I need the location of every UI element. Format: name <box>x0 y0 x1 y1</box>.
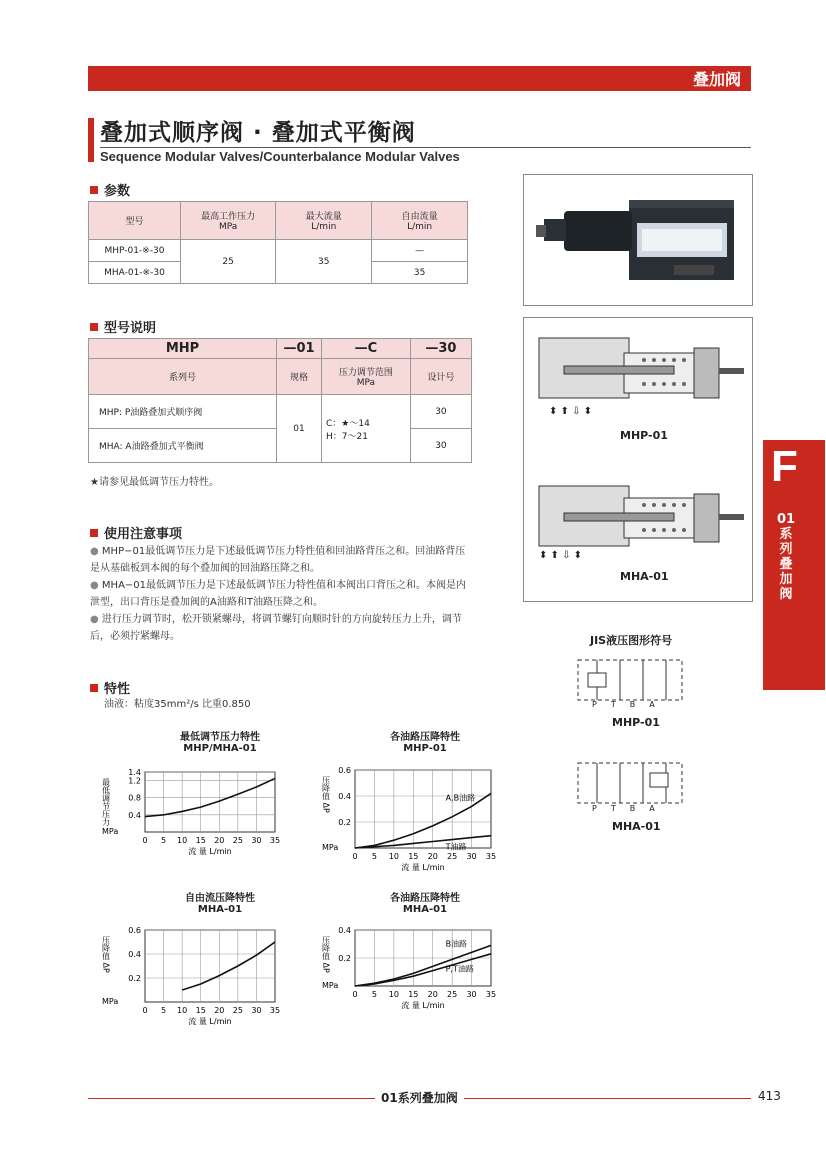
mha-section <box>539 486 744 561</box>
y-unit-label: MPa <box>322 843 339 852</box>
chart-min-pressure <box>100 762 300 868</box>
y-tick-label: 1.4 <box>128 768 141 777</box>
code-design: —30 <box>410 339 471 359</box>
label-design: 设计号 <box>410 359 471 395</box>
x-tick-label: 0 <box>142 1006 148 1015</box>
mhp-section <box>539 338 744 417</box>
category-bar <box>88 66 751 91</box>
chart-mha-drop <box>320 922 520 1017</box>
y-axis-label: 最低调节压力 <box>101 778 111 826</box>
y-tick-label: 0.2 <box>128 974 141 983</box>
x-tick-label: 30 <box>466 852 477 861</box>
x-tick-label: 5 <box>161 1006 167 1015</box>
x-tick-label: 30 <box>251 1006 262 1015</box>
mhp-section-label: MHP-01 <box>620 429 668 442</box>
plot-frame <box>355 770 491 848</box>
jis-title: JIS液压图形符号 <box>590 634 673 647</box>
x-tick-label: 5 <box>371 990 377 999</box>
characteristics-heading: 特性 <box>90 678 130 697</box>
mha-section-label: MHA-01 <box>620 570 669 583</box>
y-tick-label: 0.2 <box>338 818 351 827</box>
x-tick-label: 15 <box>408 852 419 861</box>
svg-text:⬍ ⬆ ⇩ ⬍: ⬍ ⬆ ⇩ ⬍ <box>549 406 593 417</box>
section-tab <box>763 440 825 690</box>
valve-photo-illustration <box>524 175 752 305</box>
series-label: T油路 <box>445 842 467 852</box>
x-tick-label: 0 <box>352 852 358 861</box>
x-tick-label: 25 <box>232 1006 243 1015</box>
series-label: P,T油路 <box>445 964 474 974</box>
x-tick-label: 20 <box>427 852 438 861</box>
x-axis-label: 流 量 L/min <box>401 863 445 872</box>
x-tick-label: 10 <box>177 836 188 845</box>
x-axis-label: 流 量 L/min <box>188 1017 232 1026</box>
note-item: ● MHP−01最低调节压力是下述最低调节压力特性值和回油路背压之和。回油路背压是从基础板到本阀的每个叠加阀的回油路压降之和。 <box>90 546 466 574</box>
plot-frame <box>145 772 275 832</box>
page-title: 叠加式顺序阀 · 叠加式平衡阀 <box>100 120 416 146</box>
mha-symbol-label: MHA-01 <box>612 820 661 833</box>
y-unit-label: MPa <box>102 827 119 836</box>
series-line <box>182 942 275 990</box>
th-free-flow: 自由流量 L/min <box>372 202 468 240</box>
y-axis-label: 压降值 ΔP <box>321 936 331 973</box>
notes-list <box>90 543 470 645</box>
mha-ports: PTBA <box>592 804 669 813</box>
x-tick-label: 10 <box>388 852 399 861</box>
page-subtitle: Sequence Modular Valves/Counterbalance Modular Valves <box>100 149 460 164</box>
label-series: 系列号 <box>89 359 277 395</box>
x-tick-label: 15 <box>195 1006 206 1015</box>
params-table <box>88 201 468 284</box>
notes-heading: 使用注意事项 <box>90 523 182 542</box>
model-code-table <box>88 338 472 463</box>
series-label: B油路 <box>445 939 468 949</box>
x-tick-label: 25 <box>447 852 458 861</box>
x-tick-label: 10 <box>177 1006 188 1015</box>
x-tick-label: 25 <box>447 990 458 999</box>
mhp-symbol-label: MHP-01 <box>612 716 660 729</box>
row-model: MHA-01-※-30 <box>89 262 181 284</box>
x-tick-label: 20 <box>427 990 438 999</box>
th-model: 型号 <box>89 202 181 240</box>
y-axis-label: 压降值 ΔP <box>101 936 111 973</box>
x-tick-label: 5 <box>371 852 377 861</box>
y-tick-label: 0.4 <box>338 792 351 801</box>
y-unit-label: MPa <box>102 997 119 1006</box>
note-item: ● MHA−01最低调节压力是下述最低调节压力特性值和本阀出口背压之和。本阀是内泄型，出口背压是叠加阀的A油路和T油路压降之和。 <box>90 580 467 608</box>
series-mhp: MHP: P油路叠加式顺序阀 <box>89 395 277 429</box>
x-tick-label: 15 <box>195 836 206 845</box>
mha-symbol-lines <box>597 763 668 803</box>
th-pressure: 最高工作压力 MPa <box>180 202 275 240</box>
chart3-title: 自由流压降特性 MHA-01 <box>185 893 255 915</box>
y-unit-label: MPa <box>322 981 339 990</box>
code-series: MHP <box>89 339 277 359</box>
title-marker <box>88 118 94 162</box>
tab-letter: F <box>771 442 798 491</box>
y-tick-label: 0.2 <box>338 954 351 963</box>
footer-text: 01系列叠加阀 <box>375 1089 464 1106</box>
tab-text: 01系列叠加阀 <box>777 512 796 602</box>
x-tick-label: 35 <box>269 1006 281 1015</box>
x-tick-label: 20 <box>214 836 225 845</box>
row-free-flow: — <box>372 240 468 262</box>
model-code-heading: 型号说明 <box>90 317 156 336</box>
page-number: 413 <box>758 1089 781 1103</box>
model-footnote: ★请参见最低调节压力特性。 <box>90 477 219 488</box>
y-tick-label: 0.4 <box>128 950 141 959</box>
code-size: —01 <box>277 339 322 359</box>
y-tick-label: 0.6 <box>338 766 351 775</box>
x-tick-label: 35 <box>485 990 497 999</box>
x-tick-label: 25 <box>232 836 243 845</box>
x-tick-label: 10 <box>388 990 399 999</box>
label-pressure: 压力调节范围 MPa <box>322 359 411 395</box>
row-pressure: 25 <box>180 240 275 284</box>
th-flow: 最大流量 L/min <box>276 202 372 240</box>
y-tick-label: 0.4 <box>338 926 351 935</box>
chart-free-flow <box>100 922 300 1032</box>
code-pressure: —C <box>322 339 411 359</box>
x-axis-label: 流 量 L/min <box>401 1001 445 1010</box>
x-tick-label: 20 <box>214 1006 225 1015</box>
x-tick-label: 15 <box>408 990 419 999</box>
x-tick-label: 0 <box>352 990 358 999</box>
range-values: C：★～14 H：7～21 <box>322 395 411 463</box>
x-tick-label: 0 <box>142 836 148 845</box>
x-tick-label: 5 <box>161 836 167 845</box>
plot-frame <box>145 930 275 1002</box>
x-axis-label: 流 量 L/min <box>188 847 232 856</box>
y-tick-label: 1.2 <box>128 776 141 786</box>
svg-text:⬍ ⬆ ⇩ ⬍: ⬍ ⬆ ⇩ ⬍ <box>539 550 583 561</box>
mhp-symbol-lines <box>588 660 666 700</box>
x-tick-label: 30 <box>251 836 262 845</box>
row-free-flow: 35 <box>372 262 468 284</box>
row-model: MHP-01-※-30 <box>89 240 181 262</box>
y-tick-label: 0.8 <box>128 793 141 803</box>
size-value: 01 <box>277 395 322 463</box>
series-line <box>355 836 491 848</box>
design-value: 30 <box>410 395 471 429</box>
chart4-title: 各油路压降特性 MHA-01 <box>390 893 460 915</box>
title-divider <box>100 147 751 148</box>
x-tick-label: 35 <box>269 836 281 845</box>
cross-section-drawing <box>524 318 752 601</box>
row-flow: 35 <box>276 240 372 284</box>
x-tick-label: 35 <box>485 852 497 861</box>
y-tick-label: 0.6 <box>128 926 141 935</box>
x-tick-label: 30 <box>466 990 477 999</box>
oil-spec: 油液：粘度35mm²/s 比重0.850 <box>104 699 251 710</box>
chart2-title: 各油路压降特性 MHP-01 <box>390 732 460 754</box>
label-size: 规格 <box>277 359 322 395</box>
series-label: A,B油路 <box>445 793 476 803</box>
design-value: 30 <box>410 429 471 463</box>
category-label: 叠加阀 <box>692 70 741 89</box>
chart-mhp-drop <box>320 762 520 882</box>
valve-sections <box>523 317 753 602</box>
y-axis-label: 压降值 ΔP <box>321 776 331 813</box>
mhp-ports: PTBA <box>592 700 669 709</box>
params-heading: 参数 <box>90 180 130 199</box>
y-tick-label: 0.4 <box>128 810 141 820</box>
product-photo <box>523 174 753 306</box>
chart1-title: 最低调节压力特性 MHP/MHA-01 <box>180 732 260 754</box>
note-item: ● 进行压力调节时，松开锁紧螺母，将调节螺钉向顺时针的方向旋转压力上升，调节后，必须拧紧螺母。 <box>90 614 462 642</box>
series-mha: MHA: A油路叠加式平衡阀 <box>89 429 277 463</box>
